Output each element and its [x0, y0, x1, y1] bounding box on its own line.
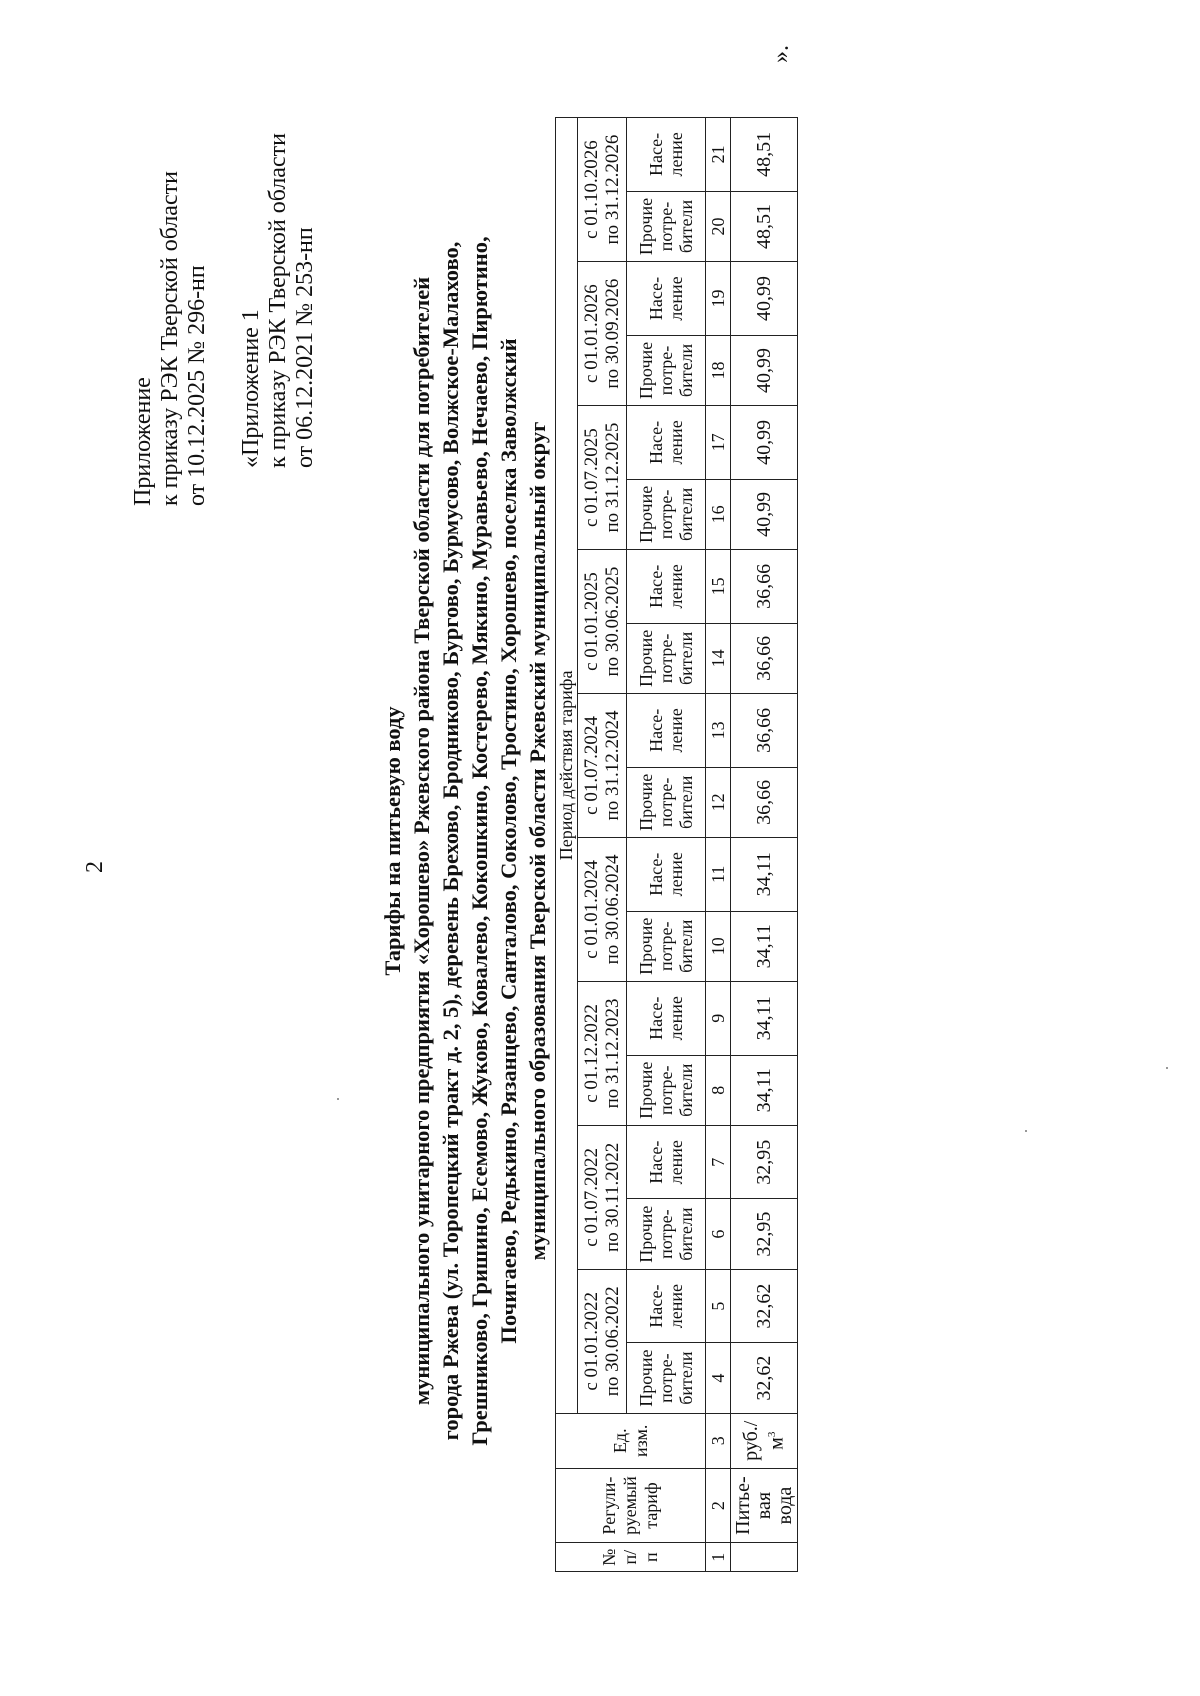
consumer-other: Прочие потре- бители: [627, 1343, 706, 1413]
consumer-population: Насе- ление: [627, 262, 706, 336]
tariff-value: 48,51: [731, 191, 798, 261]
column-number: 6: [706, 1199, 731, 1269]
consumer-population: Насе- ление: [627, 1269, 706, 1343]
title-line: Грешниково, Гришино, Есемово, Жуково, Ковалево, Кокошкино, Костерево, Мякино, Муравьево, Нечаево, Пирютино,: [467, 236, 492, 1446]
column-number: 18: [706, 335, 731, 405]
consumer-population: Насе- ление: [627, 837, 706, 911]
column-number: 3: [706, 1413, 731, 1468]
period-cell: с 01.07.2024 по 31.12.2024: [578, 694, 627, 838]
period-cell: с 01.01.2026 по 30.09.2026: [578, 262, 627, 406]
column-number: 10: [706, 911, 731, 981]
appendix-header-old: [238, 133, 319, 468]
tariff-value: 40,99: [731, 479, 798, 549]
unit-superscript: 3: [765, 1431, 778, 1438]
unit-text: руб./ м: [739, 1420, 788, 1461]
closing-quote: ».: [768, 45, 794, 63]
tariff-value: 34,11: [731, 837, 798, 911]
period-cell: с 01.07.2025 по 31.12.2025: [578, 406, 627, 550]
column-number-row: [706, 118, 731, 1572]
consumer-other: Прочие потре- бители: [627, 1199, 706, 1269]
tariff-value: 40,99: [731, 335, 798, 405]
tariff-value: 32,62: [731, 1343, 798, 1413]
document-title: [378, 156, 552, 1526]
header-period: Период действия тарифа: [556, 118, 578, 1414]
tariff-value: 34,11: [731, 911, 798, 981]
consumer-population: Насе- ление: [627, 694, 706, 768]
row-unit: [731, 1413, 798, 1468]
column-number: 2: [706, 1468, 731, 1543]
tariff-value: 32,95: [731, 1125, 798, 1199]
title-line: Почигаево, Редькино, Рязанцево, Санталово, Соколово, Тростино, Хорошево, поселка Заволжский: [496, 338, 521, 1344]
tariff-value: 32,62: [731, 1269, 798, 1343]
column-number: 20: [706, 191, 731, 261]
appendix-line: к приказу РЭК Тверской области: [157, 171, 183, 506]
period-cell: с 01.01.2025 по 30.06.2025: [578, 550, 627, 694]
period-cell: с 01.01.2022 по 30.06.2022: [578, 1269, 627, 1413]
page-number: 2: [82, 861, 108, 873]
consumer-population: Насе- ление: [627, 118, 706, 192]
scan-speck: [1166, 1067, 1168, 1069]
consumer-other: Прочие потре- бители: [627, 767, 706, 837]
tariff-value: 36,66: [731, 623, 798, 693]
column-number: 4: [706, 1343, 731, 1413]
tariff-value: 34,11: [731, 1055, 798, 1125]
period-cell: с 01.10.2026 по 31.12.2026: [578, 118, 627, 262]
table-row: [731, 118, 798, 1572]
period-cell: с 01.07.2022 по 30.11.2022: [578, 1125, 627, 1269]
column-number: 13: [706, 694, 731, 768]
title-line: муниципального унитарного предприятия «Хорошево» Ржевского района Тверской области для потребителей: [409, 276, 434, 1406]
title-line: Тарифы на питьевую воду: [380, 706, 405, 976]
consumer-population: Насе- ление: [627, 406, 706, 480]
header-number: № п/ п: [556, 1543, 706, 1572]
period-cell: с 01.01.2024 по 30.06.2024: [578, 837, 627, 981]
title-line: муниципального образования Тверской области Ржевский муниципальный округ: [525, 421, 550, 1261]
title-line: города Ржева (ул. Торопецкий тракт д. 2, 5), деревень Брехово, Бродниково, Бургово, Бурмусово, Волжское-Малахово,: [438, 241, 463, 1441]
column-number: 17: [706, 406, 731, 480]
tariff-table: [555, 117, 798, 1572]
appendix-line: «Приложение 1: [238, 309, 264, 468]
row-tariff-name: Питье- вая вода: [731, 1468, 798, 1543]
scan-speck: [1025, 1130, 1027, 1132]
column-number: 8: [706, 1055, 731, 1125]
tariff-value: 36,66: [731, 694, 798, 768]
consumer-other: Прочие потре- бители: [627, 911, 706, 981]
table-header-row: [578, 118, 627, 1572]
appendix-header-new: [130, 171, 211, 506]
consumer-population: Насе- ление: [627, 1125, 706, 1199]
column-number: 19: [706, 262, 731, 336]
appendix-line: от 10.12.2025 № 296-нп: [184, 265, 210, 506]
consumer-other: Прочие потре- бители: [627, 1055, 706, 1125]
column-number: 5: [706, 1269, 731, 1343]
column-number: 11: [706, 837, 731, 911]
scan-speck: [337, 1098, 339, 1100]
tariff-value: 36,66: [731, 767, 798, 837]
consumer-other: Прочие потре- бители: [627, 623, 706, 693]
column-number: 14: [706, 623, 731, 693]
consumer-other: Прочие потре- бители: [627, 191, 706, 261]
column-number: 9: [706, 981, 731, 1055]
consumer-population: Насе- ление: [627, 550, 706, 624]
column-number: 16: [706, 479, 731, 549]
column-number: 21: [706, 118, 731, 192]
period-cell: с 01.12.2022 по 31.12.2023: [578, 981, 627, 1125]
tariff-value: 48,51: [731, 118, 798, 192]
column-number: 15: [706, 550, 731, 624]
table-header-row: [627, 118, 706, 1572]
column-number: 1: [706, 1543, 731, 1572]
tariff-value: 40,99: [731, 406, 798, 480]
consumer-other: Прочие потре- бители: [627, 335, 706, 405]
tariff-value: 36,66: [731, 550, 798, 624]
row-number: [731, 1543, 798, 1572]
appendix-line: от 06.12.2021 № 253-нп: [292, 227, 318, 468]
tariff-value: 40,99: [731, 262, 798, 336]
consumer-other: Прочие потре- бители: [627, 479, 706, 549]
column-number: 12: [706, 767, 731, 837]
consumer-population: Насе- ление: [627, 981, 706, 1055]
header-unit: Ед. изм.: [556, 1413, 706, 1468]
tariff-value: 34,11: [731, 981, 798, 1055]
tariff-value: 32,95: [731, 1199, 798, 1269]
appendix-line: к приказу РЭК Тверской области: [265, 133, 291, 468]
column-number: 7: [706, 1125, 731, 1199]
appendix-line: Приложение: [130, 377, 156, 506]
table-header-row: [556, 118, 578, 1572]
header-tariff: Регули- руемый тариф: [556, 1468, 706, 1543]
